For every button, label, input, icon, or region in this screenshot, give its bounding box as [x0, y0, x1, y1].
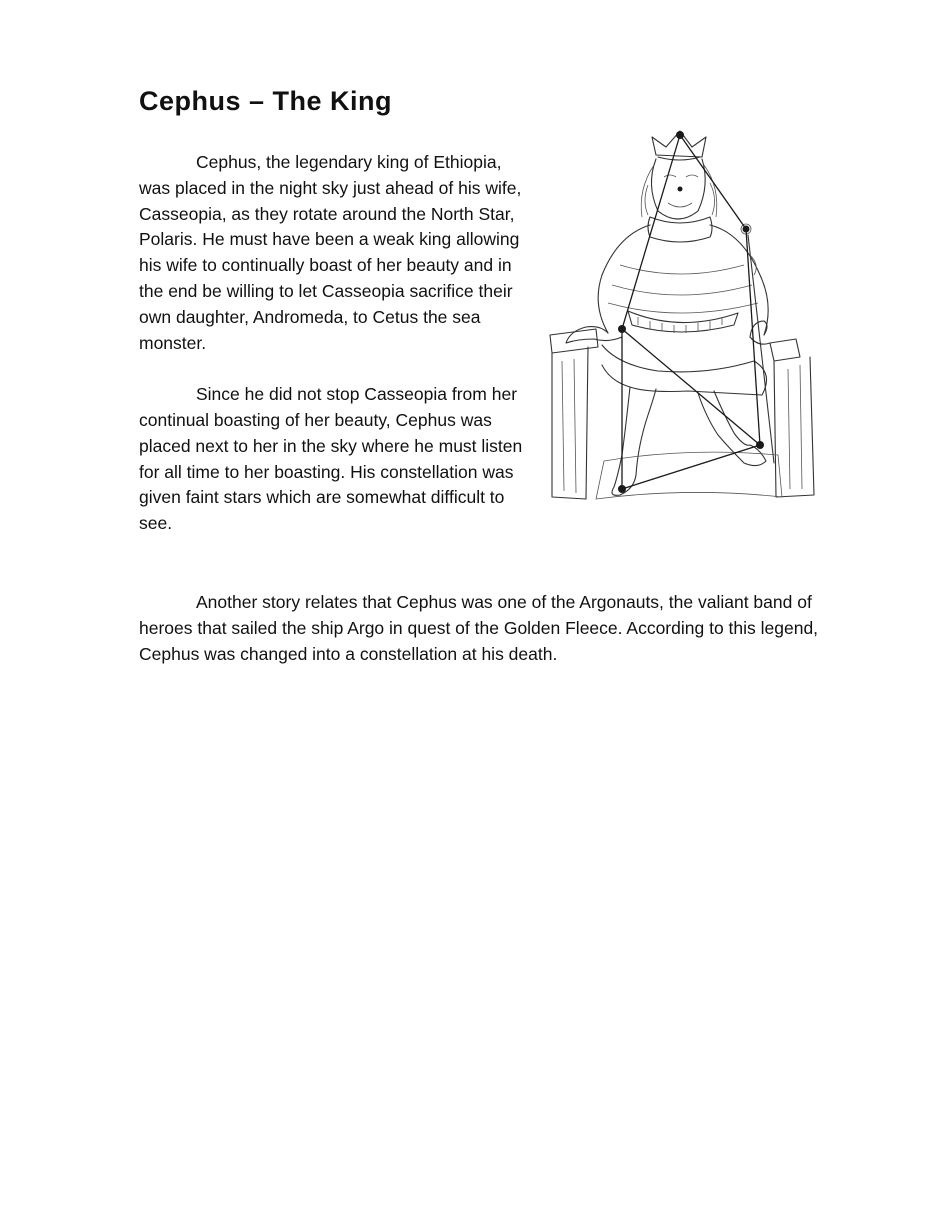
text-column — [139, 150, 529, 563]
page-title: Cephus – The King — [139, 86, 393, 116]
cephus-illustration — [538, 125, 830, 520]
text-full-width — [139, 590, 839, 667]
king-on-throne-icon — [538, 125, 830, 520]
paragraph-argonauts: Another story relates that Cephus was one of the Argonauts, the valiant band of heroes that sailed the ship Argo in quest of the Golden Fleece. According to this legend, Cephus was changed into a constellation at his death. — [139, 592, 819, 664]
paragraph-boasting: Since he did not stop Casseopia from her continual boasting of her beauty, Cephus was placed next to her in the sky where he must listen for all time to her boasting. His constellation was given faint stars which are somewhat difficult to see. — [139, 384, 523, 534]
paragraph-legend: Cephus, the legendary king of Ethiopia, was placed in the night sky just ahead of his wife, Casseopia, as they rotate around the North Star, Polaris. He must have been a weak king allowing his wife to continually boast of her beauty and in the end be willing to let Casseopia sacrifice their own daughter, Andromeda, to Cetus the sea monster. — [139, 152, 522, 353]
